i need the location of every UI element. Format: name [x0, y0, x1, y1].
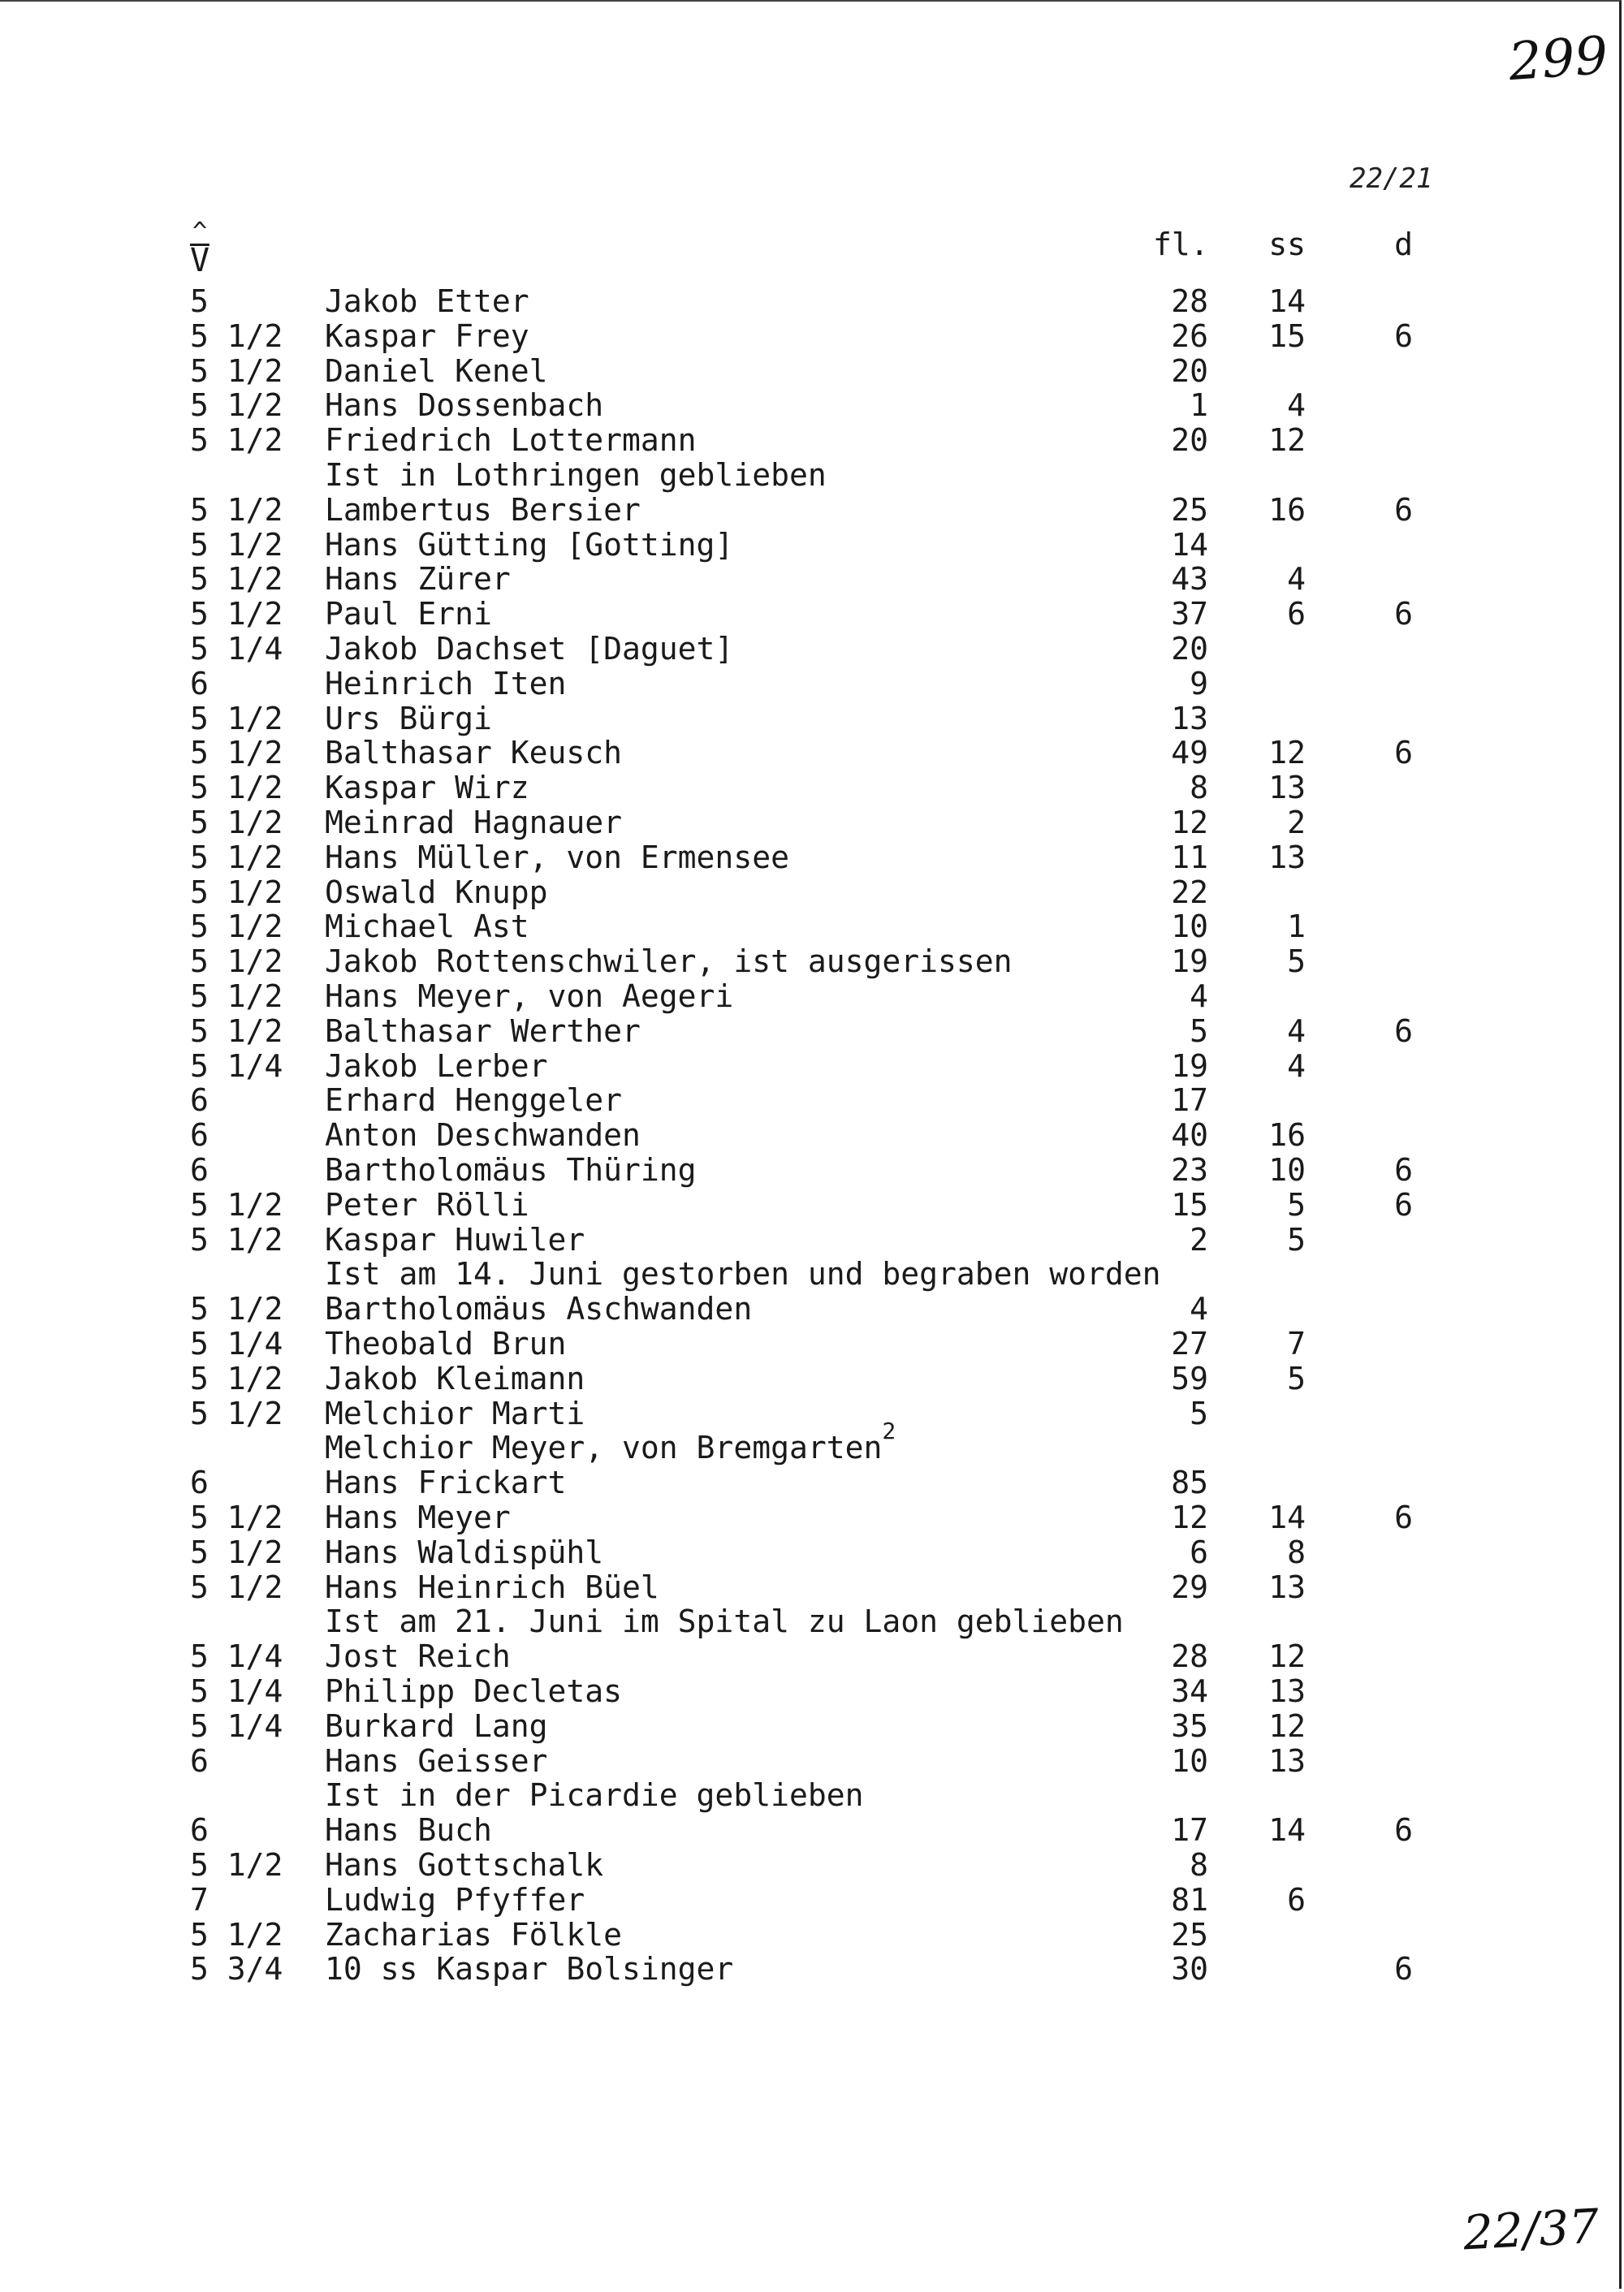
row-fl: 26 — [1171, 318, 1208, 354]
row-d: 6 — [1394, 318, 1413, 354]
row-ss: 5 — [1287, 1361, 1306, 1396]
row-fl: 30 — [1171, 1951, 1208, 1987]
row-fl: 15 — [1171, 1187, 1208, 1223]
row-name: Theobald Brun — [325, 1326, 567, 1362]
row-weight: 6 — [190, 666, 209, 701]
row-weight: 5 1/2 — [190, 943, 283, 979]
row-ss: 10 — [1268, 1152, 1306, 1188]
row-weight: 6 — [190, 1117, 209, 1153]
symbol-letter: V — [190, 242, 210, 279]
row-name: Hans Waldispühl — [325, 1534, 604, 1570]
row-fl: 85 — [1171, 1465, 1208, 1500]
row-name: Zacharias Fölkle — [325, 1917, 623, 1953]
row-fl: 34 — [1171, 1673, 1208, 1709]
row-weight: 6 — [190, 1743, 209, 1779]
row-name: Hans Heinrich Büel — [325, 1569, 659, 1605]
row-fl: 2 — [1190, 1222, 1208, 1258]
row-name: Melchior Marti — [325, 1396, 585, 1431]
row-name: Hans Zürer — [325, 561, 511, 597]
row-weight: 5 1/2 — [190, 561, 283, 597]
row-name: Ist in der Picardie geblieben — [325, 1777, 864, 1813]
row-ss: 4 — [1287, 561, 1306, 597]
row-ss: 13 — [1268, 1569, 1306, 1605]
row-name: Anton Deschwanden — [325, 1117, 641, 1153]
row-fl: 8 — [1190, 770, 1208, 805]
row-fl: 12 — [1171, 805, 1208, 840]
row-name: Oswald Knupp — [325, 874, 548, 910]
row-weight: 5 1/2 — [190, 1847, 283, 1883]
row-weight: 5 1/2 — [190, 1361, 283, 1396]
row-weight: 5 1/2 — [190, 492, 283, 528]
row-ss: 15 — [1268, 318, 1306, 354]
row-fl: 10 — [1171, 909, 1208, 944]
row-ss: 4 — [1287, 387, 1306, 423]
header-d: d — [1394, 227, 1413, 262]
row-d: 6 — [1394, 735, 1413, 770]
header-fl: fl. — [1153, 227, 1209, 262]
row-fl: 28 — [1171, 283, 1208, 319]
row-fl: 49 — [1171, 735, 1208, 770]
row-fl: 4 — [1190, 1291, 1208, 1327]
row-weight: 6 — [190, 1812, 209, 1848]
row-name: Ist am 14. Juni gestorben und begraben worden — [325, 1256, 1161, 1292]
row-name: Paul Erni — [325, 596, 492, 632]
row-name: Erhard Henggeler — [325, 1082, 623, 1118]
row-weight: 5 1/2 — [190, 1396, 283, 1431]
row-ss: 14 — [1268, 1812, 1306, 1848]
row-fl: 35 — [1171, 1708, 1208, 1744]
handwritten-folio-number: 22/37 — [1462, 2198, 1600, 2261]
row-name: Meinrad Hagnauer — [325, 805, 623, 840]
row-ss: 5 — [1287, 1222, 1306, 1258]
row-name: Michael Ast — [325, 909, 529, 944]
row-name: Balthasar Keusch — [325, 735, 623, 770]
row-fl: 17 — [1171, 1812, 1208, 1848]
row-weight: 5 1/2 — [190, 978, 283, 1014]
row-weight: 5 1/4 — [190, 1638, 283, 1674]
row-fl: 8 — [1190, 1847, 1208, 1883]
row-ss: 13 — [1268, 1743, 1306, 1779]
row-name: Burkard Lang — [325, 1708, 548, 1744]
row-name: Ist in Lothringen geblieben — [325, 457, 827, 493]
row-fl: 23 — [1171, 1152, 1208, 1188]
row-fl: 1 — [1190, 387, 1208, 423]
footnote-marker: 2 — [882, 1418, 896, 1444]
row-name: Ludwig Pfyffer — [325, 1882, 585, 1918]
row-name: Friedrich Lottermann — [325, 422, 697, 458]
row-fl: 10 — [1171, 1743, 1208, 1779]
row-weight: 5 1/2 — [190, 318, 283, 354]
row-weight: 5 1/2 — [190, 770, 283, 805]
row-weight: 5 1/4 — [190, 1326, 283, 1362]
row-fl: 20 — [1171, 422, 1208, 458]
row-d: 6 — [1394, 1187, 1413, 1223]
handwritten-page-number: 299 — [1506, 25, 1610, 93]
row-name: Daniel Kenel — [325, 353, 548, 389]
row-fl: 5 — [1190, 1013, 1208, 1049]
row-ss: 14 — [1268, 283, 1306, 319]
row-name: Kaspar Huwiler — [325, 1222, 585, 1258]
document-reference: 22/21 — [1350, 162, 1433, 195]
row-weight: 5 1/2 — [190, 805, 283, 840]
row-fl: 40 — [1171, 1117, 1208, 1153]
row-fl: 20 — [1171, 353, 1208, 389]
row-ss: 8 — [1287, 1534, 1306, 1570]
weight-column-symbol — [190, 218, 210, 279]
row-name: Bartholomäus Thüring — [325, 1152, 697, 1188]
row-fl: 28 — [1171, 1638, 1208, 1674]
row-fl: 9 — [1190, 666, 1208, 701]
row-name: 10 ss Kaspar Bolsinger — [325, 1951, 734, 1987]
row-name: Hans Frickart — [325, 1465, 567, 1500]
row-name: Peter Rölli — [325, 1187, 529, 1223]
row-d: 6 — [1394, 1951, 1413, 1987]
row-weight: 6 — [190, 1152, 209, 1188]
row-name: Jost Reich — [325, 1638, 511, 1674]
row-name: Lambertus Bersier — [325, 492, 641, 528]
row-weight: 5 1/2 — [190, 1500, 283, 1535]
row-fl: 17 — [1171, 1082, 1208, 1118]
row-ss: 7 — [1287, 1326, 1306, 1362]
row-name: Hans Müller, von Ermensee — [325, 840, 789, 875]
row-weight: 5 1/2 — [190, 1013, 283, 1049]
row-weight: 5 1/4 — [190, 1708, 283, 1744]
row-name: Hans Geisser — [325, 1743, 548, 1779]
row-fl: 4 — [1190, 978, 1208, 1014]
row-name: Hans Buch — [325, 1812, 492, 1848]
row-name: Jakob Dachset [Daguet] — [325, 631, 734, 667]
row-weight: 5 — [190, 283, 209, 319]
row-ss: 13 — [1268, 1673, 1306, 1709]
row-name: Hans Meyer — [325, 1500, 511, 1535]
row-weight: 5 1/2 — [190, 387, 283, 423]
row-d: 6 — [1394, 1500, 1413, 1535]
row-weight: 5 1/2 — [190, 527, 283, 563]
row-fl: 12 — [1171, 1500, 1208, 1535]
row-fl: 14 — [1171, 527, 1208, 563]
row-weight: 5 1/2 — [190, 422, 283, 458]
row-name: Jakob Lerber — [325, 1048, 548, 1084]
row-ss: 13 — [1268, 770, 1306, 805]
row-name: Balthasar Werther — [325, 1013, 641, 1049]
row-weight: 5 1/2 — [190, 840, 283, 875]
row-fl: 29 — [1171, 1569, 1208, 1605]
row-name: Kaspar Frey — [325, 318, 529, 354]
row-fl: 22 — [1171, 874, 1208, 910]
row-name: Hans Dossenbach — [325, 387, 604, 423]
row-weight: 7 — [190, 1882, 209, 1918]
row-name: Heinrich Iten — [325, 666, 567, 701]
row-weight: 5 1/2 — [190, 1187, 283, 1223]
row-weight: 6 — [190, 1465, 209, 1500]
row-name: Melchior Meyer, von Bremgarten$^2$ — [325, 1418, 896, 1465]
row-weight: 5 1/2 — [190, 1291, 283, 1327]
row-ss: 6 — [1287, 596, 1306, 632]
row-name: Jakob Rottenschwiler, ist ausgerissen — [325, 943, 1013, 979]
row-name: Kaspar Wirz — [325, 770, 529, 805]
row-weight: 5 1/2 — [190, 596, 283, 632]
row-fl: 19 — [1171, 1048, 1208, 1084]
row-ss: 16 — [1268, 1117, 1306, 1153]
row-weight: 5 1/2 — [190, 353, 283, 389]
row-weight: 6 — [190, 1082, 209, 1118]
row-ss: 12 — [1268, 735, 1306, 770]
row-fl: 11 — [1171, 840, 1208, 875]
row-fl: 6 — [1190, 1534, 1208, 1570]
row-name: Urs Bürgi — [325, 701, 492, 736]
row-ss: 16 — [1268, 492, 1306, 528]
row-ss: 1 — [1287, 909, 1306, 944]
row-weight: 5 3/4 — [190, 1951, 283, 1987]
row-fl: 81 — [1171, 1882, 1208, 1918]
row-name: Bartholomäus Aschwanden — [325, 1291, 753, 1327]
row-name: Philipp Decletas — [325, 1673, 623, 1709]
row-ss: 5 — [1287, 943, 1306, 979]
row-ss: 4 — [1287, 1048, 1306, 1084]
row-weight: 5 1/4 — [190, 631, 283, 667]
row-ss: 14 — [1268, 1500, 1306, 1535]
row-name: Jakob Kleimann — [325, 1361, 585, 1396]
row-weight: 5 1/4 — [190, 1048, 283, 1084]
row-d: 6 — [1394, 596, 1413, 632]
row-fl: 19 — [1171, 943, 1208, 979]
row-ss: 12 — [1268, 422, 1306, 458]
row-fl: 13 — [1171, 701, 1208, 736]
row-ss: 12 — [1268, 1708, 1306, 1744]
row-fl: 43 — [1171, 561, 1208, 597]
row-name: Ist am 21. Juni im Spital zu Laon geblieben — [325, 1604, 1124, 1639]
row-ss: 4 — [1287, 1013, 1306, 1049]
row-d: 6 — [1394, 1812, 1413, 1848]
row-name: Jakob Etter — [325, 283, 529, 319]
row-fl: 5 — [1190, 1396, 1208, 1431]
row-weight: 5 1/2 — [190, 1534, 283, 1570]
row-weight: 5 1/4 — [190, 1673, 283, 1709]
row-name: Hans Gütting [Gotting] — [325, 527, 734, 563]
row-weight: 5 1/2 — [190, 1222, 283, 1258]
row-ss: 2 — [1287, 805, 1306, 840]
row-weight: 5 1/2 — [190, 1569, 283, 1605]
row-fl: 25 — [1171, 492, 1208, 528]
row-weight: 5 1/2 — [190, 735, 283, 770]
row-d: 6 — [1394, 1013, 1413, 1049]
header-ss: ss — [1268, 227, 1306, 262]
row-fl: 37 — [1171, 596, 1208, 632]
row-fl: 25 — [1171, 1917, 1208, 1953]
row-ss: 13 — [1268, 840, 1306, 875]
row-ss: 6 — [1287, 1882, 1306, 1918]
row-weight: 5 1/2 — [190, 874, 283, 910]
row-fl: 27 — [1171, 1326, 1208, 1362]
row-ss: 12 — [1268, 1638, 1306, 1674]
row-weight: 5 1/2 — [190, 1917, 283, 1953]
row-fl: 20 — [1171, 631, 1208, 667]
row-weight: 5 1/2 — [190, 909, 283, 944]
row-name: Hans Meyer, von Aegeri — [325, 978, 734, 1014]
row-name: Hans Gottschalk — [325, 1847, 604, 1883]
row-ss: 5 — [1287, 1187, 1306, 1223]
row-d: 6 — [1394, 492, 1413, 528]
row-fl: 59 — [1171, 1361, 1208, 1396]
caret-mark: ^ — [192, 218, 208, 246]
row-weight: 5 1/2 — [190, 701, 283, 736]
row-d: 6 — [1394, 1152, 1413, 1188]
